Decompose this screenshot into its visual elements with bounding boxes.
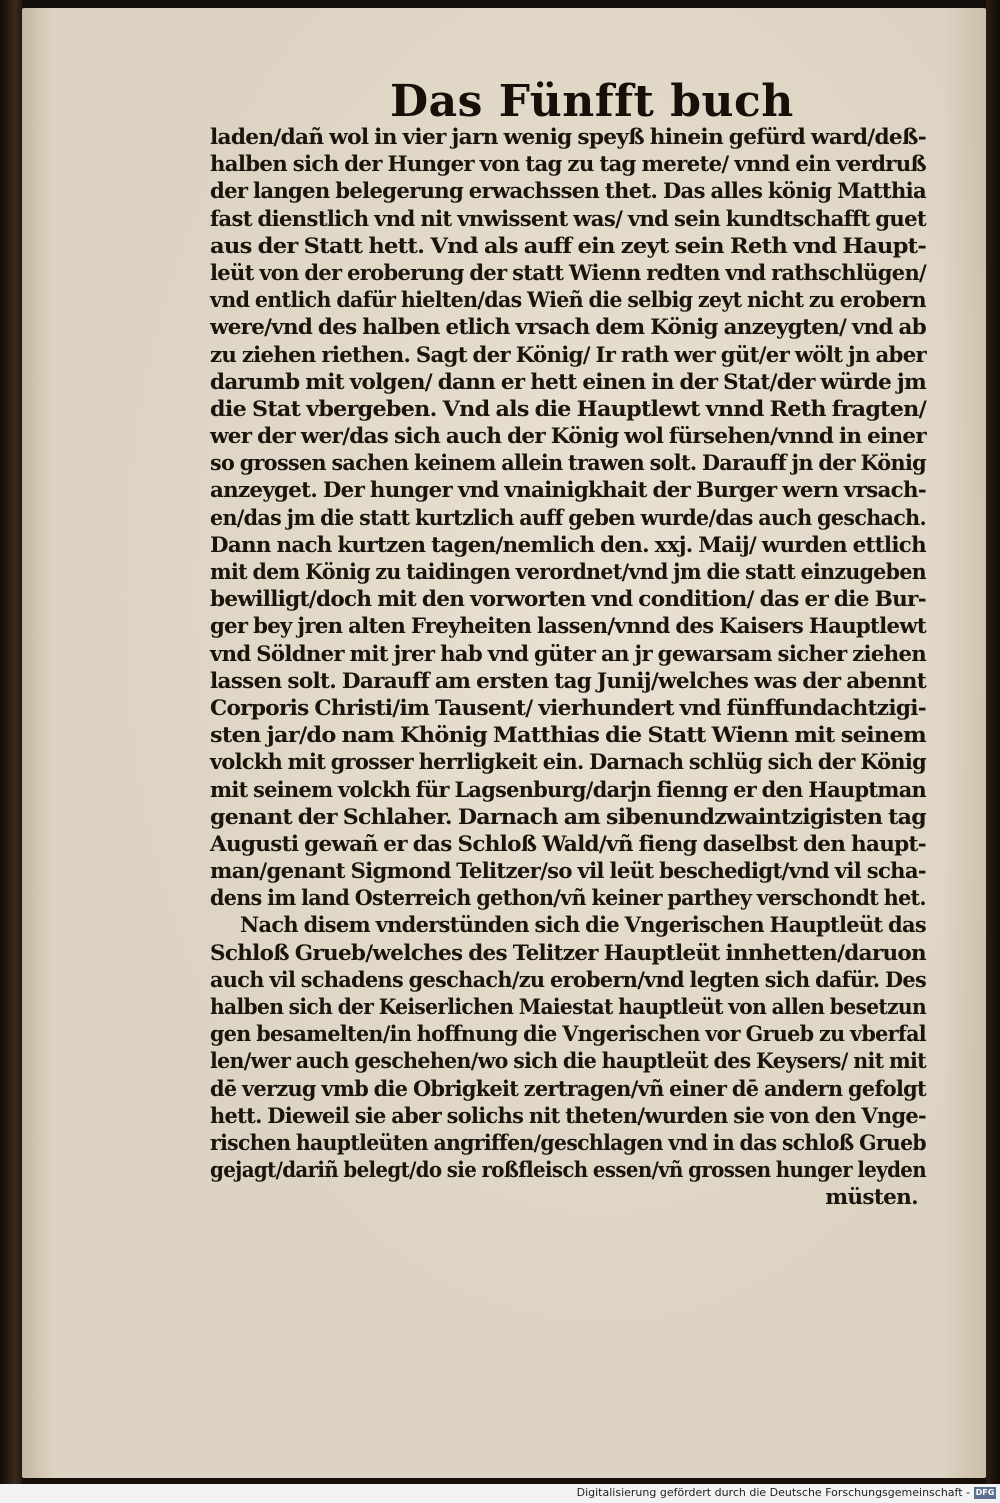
- text-line: volckh mit grosser herrligkeit ein. Darnach schlüg sich der König: [210, 750, 926, 776]
- text-line: fast dienstlich vnd nit vnwissent was/ vnd sein kundtschafft guet: [210, 206, 927, 232]
- text-line: der langen belegerung erwachssen thet. Das alles könig Matthia: [210, 179, 927, 205]
- text-line: gen besamelten/in hoffnung die Vngerischen vor Grueb zu vberfal: [210, 1022, 926, 1048]
- text-line: Dann nach kurtzen tagen/nemlich den. xxj. Maij/ wurden ettlich: [210, 532, 926, 558]
- main-text-block: [210, 124, 926, 1212]
- text-line: wer der wer/das sich auch der König wol fürsehen/vnnd in einer: [210, 424, 926, 450]
- text-line: Augusti gewañ er das Schloß Wald/vñ fieng daselbst den haupt-: [210, 831, 926, 857]
- text-line: man/genant Sigmond Telitzer/so vil leüt beschedigt/vnd vil scha-: [210, 859, 926, 885]
- text-line: gejagt/dariñ belegt/do sie roßfleisch essen/vñ grossen hunger leyden: [210, 1158, 927, 1184]
- text-line: genant der Schlaher. Darnach am sibenundzwaintzigisten tag: [210, 804, 927, 830]
- text-line: zu ziehen riethen. Sagt der König/ Ir rath wer güt/er wölt jn aber: [210, 342, 927, 368]
- text-line: hett. Dieweil sie aber solichs nit theten/wurden sie von den Vnge-: [210, 1103, 926, 1129]
- text-line: müsten.: [825, 1185, 918, 1211]
- text-line: vnd Söldner mit jrer hab vnd güter an jr gewarsam sicher ziehen: [210, 641, 926, 667]
- text-line: lassen solt. Darauff am ersten tag Junij/welches was der abennt: [210, 668, 927, 694]
- text-line: dē verzug vmb die Obrigkeit zertragen/vñ einer dē andern gefolgt: [210, 1076, 927, 1102]
- text-line: halben sich der Hunger von tag zu tag merete/ vnnd ein verdruß: [210, 152, 927, 178]
- text-line: mit dem König zu taidingen verordnet/vnd jm die statt einzugeben: [210, 560, 926, 585]
- book-fore-edge: [986, 0, 1000, 1484]
- text-line: laden/dañ wol in vier jarn wenig speyß hinein gefürd ward/deß-: [210, 125, 926, 150]
- text-line: vnd entlich dafür hielten/das Wieñ die selbig zeyt nicht zu erobern: [210, 288, 926, 314]
- text-line: Schloß Grueb/welches des Telitzer Hauptleüt innhetten/daruon: [210, 940, 926, 966]
- text-line: halben sich der Keiserlichen Maiestat hauptleüt von allen besetzun: [210, 995, 926, 1020]
- text-line: rischen hauptleüten angriffen/geschlagen vnd in das schloß Grueb: [210, 1130, 927, 1156]
- text-line: leüt von der eroberung der statt Wienn redten vnd rathschlügen/: [210, 260, 927, 286]
- text-line: were/vnd des halben etlich vrsach dem König anzeygten/ vnd ab: [210, 315, 926, 341]
- text-line: ger bey jren alten Freyheiten lassen/vnnd des Kaisers Hauptlewt: [210, 614, 926, 640]
- text-line: en/das jm die statt kurtzlich auff geben wurde/das auch geschach.: [210, 505, 927, 531]
- text-line: auch vil schadens geschach/zu erobern/vnd legten sich dafür. Des: [210, 967, 927, 993]
- footer-bar: [0, 1484, 1000, 1503]
- footer-credit: Digitalisierung gefördert durch die Deutsche Forschungsgemeinschaft -: [576, 1486, 970, 1499]
- dfg-logo-icon: DFG: [975, 1488, 995, 1497]
- text-line: Corporis Christi/im Tausent/ vierhundert vnd fünffundachtzigi-: [210, 695, 927, 721]
- text-line: mit seinem volckh für Lagsenburg/darjn fienng er den Hauptman: [210, 777, 927, 803]
- text-line: dens im land Osterreich gethon/vñ keiner parthey verschondt het.: [210, 886, 926, 912]
- text-line: bewilligt/doch mit den vorworten vnd condition/ das er die Bur-: [210, 587, 926, 613]
- book-spine-edge: [0, 0, 22, 1484]
- text-line: sten jar/do nam Khönig Matthias die Statt Wienn mit seinem: [210, 723, 927, 749]
- text-line: Nach disem vnderstünden sich die Vngerischen Hauptleüt das: [240, 913, 926, 939]
- text-line: so grossen sachen keinem allein trawen solt. Darauff jn der König: [210, 451, 926, 477]
- text-line: aus der Statt hett. Vnd als auff ein zeyt sein Reth vnd Haupt-: [210, 233, 927, 259]
- text-line: die Stat vbergeben. Vnd als die Hauptlewt vnnd Reth fragten/: [210, 396, 927, 422]
- text-line: len/wer auch geschehen/wo sich die hauptleüt des Keysers/ nit mit: [210, 1049, 927, 1075]
- text-line: anzeyget. Der hunger vnd vnainigkhait der Burger wern vrsach-: [210, 478, 927, 504]
- running-head: Das Fünfft buch: [390, 76, 794, 127]
- text-line: darumb mit volgen/ dann er hett einen in der Stat/der würde jm: [210, 369, 926, 395]
